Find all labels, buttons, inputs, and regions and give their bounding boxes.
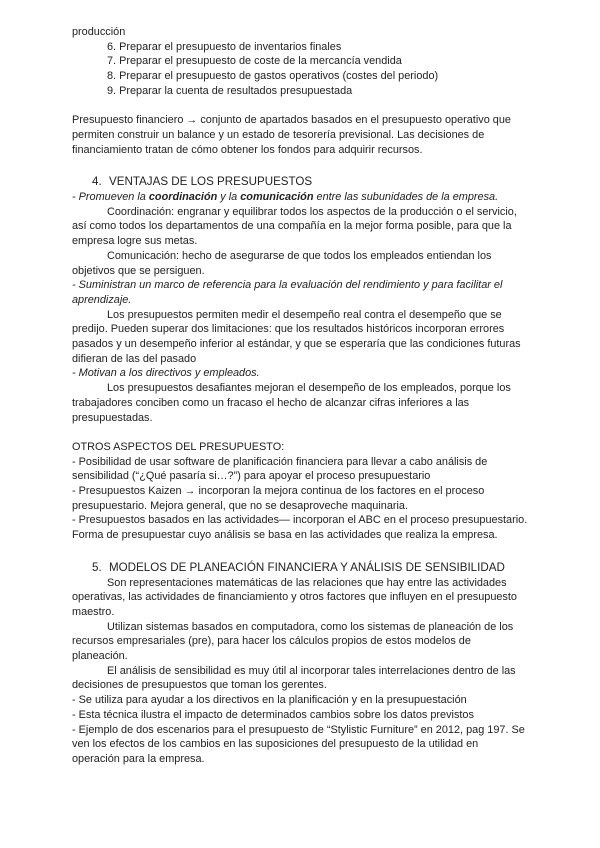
paragraph-performance: Los presupuestos permiten medir el desempeño real contra el desempeño que se predijo. Pueden superar dos limitaciones: que los resultados históricos incorporan errores pasados y un desempeño inferior al estándar, y que se esperaría que las condiciones futuras difieran de las del pasado [72, 308, 521, 365]
bullet-motivation: - Motivan a los directivos y empleados. [72, 367, 260, 380]
text-run: entre las subunidades de la empresa. [313, 191, 499, 203]
list-item: - Presupuestos basados en las actividades— incorporan el ABC en el proceso presupuestario. Forma de presupuestar cuyo análisis se basa en las actividades que realiza la empresa. [72, 514, 528, 542]
paragraph-coordination: Coordinación: engranar y equilibrar todos los aspectos de la producción o el servicio, así como todos los departamentos de una compañía en la mejor forma posible, para que la empresa logre sus metas. [72, 205, 517, 248]
spacer [72, 543, 528, 558]
list-item: - Esta técnica ilustra el impacto de determinados cambios sobre los datos previstos [72, 708, 474, 721]
paragraph-systems: Utilizan sistemas basados en computadora, como los sistemas de planeación de los recursos empresariales (pre), para hacer los cálculos propios de estos modelos de planeación. [72, 620, 514, 663]
text-line: producción [72, 26, 126, 38]
bold-term: comunicación [240, 191, 314, 203]
section-heading-5 [72, 560, 528, 576]
list-item: 7. Preparar el presupuesto de coste de la mercancía vendida [107, 55, 402, 68]
paragraph-sensitivity: El análisis de sensibilidad es muy útil al incorporar tales interrelaciones dentro de las decisiones de presupuestos que toman los gerentes. [72, 664, 516, 692]
text-run: y la [217, 191, 241, 203]
section-title: MODELOS DE PLANEACIÓN FINANCIERA Y ANÁLISIS DE SENSIBILIDAD [109, 560, 505, 574]
section-number: 4. [92, 175, 102, 188]
paragraph-models: Son representaciones matemáticas de las relaciones que hay entre las actividades operativas, las actividades de financiamiento y otros factores que influyen en el presupuesto maestro. [72, 576, 517, 618]
list-item: - Se utiliza para ayudar a los directivos en la planificación y en la presupuestación [72, 694, 467, 707]
spacer [72, 425, 528, 440]
list-item: 6. Preparar el presupuesto de inventarios finales [107, 40, 342, 53]
section-title: VENTAJAS DE LOS PRESUPUESTOS [109, 175, 313, 188]
paragraph-communication: Comunicación: hecho de asegurarse de que todos los empleados entiendan los objetivos que se persiguen. [72, 249, 492, 277]
bullet-framework: - Suministran un marco de referencia para la evaluación del rendimiento y para facilitar el aprendizaje. [72, 279, 503, 306]
bold-term: coordinación [148, 191, 218, 203]
list-item: - Ejemplo de dos escenarios para el presupuesto de “Stylistic Furniture” en 2012, pag 197. Se ven los efectos de los cambios en las suposiciones del presupuesto de la utilidad en operación para la empresa. [72, 723, 525, 765]
section-number: 5. [92, 560, 102, 574]
spacer [72, 157, 528, 172]
spacer [72, 99, 528, 114]
bullet-coordination [72, 190, 528, 205]
paragraph-financial-budget: Presupuesto financiero → conjunto de apartados basados en el presupuesto operativo que permiten construir un balance y un estado de tesorería previsional. Las decisiones de financiamiento tratan de cómo obtener los fondos para adquirir recursos. [72, 114, 511, 156]
document-page [72, 25, 528, 767]
list-item: 8. Preparar el presupuesto de gastos operativos (costes del periodo) [107, 70, 439, 83]
list-item: - Presupuestos Kaizen → incorporan la mejora continua de los factores en el proceso presupuestario. Mejora general, que no se desaproveche maquinaria. [72, 485, 485, 512]
otros-heading: OTROS ASPECTOS DEL PRESUPUESTO: [72, 440, 285, 453]
paragraph-motivation: Los presupuestos desafiantes mejoran el desempeño de los empleados, porque los trabajadores conciben como un fracaso el hecho de alcanzar cifras inferiores a las presupuestadas. [72, 382, 511, 424]
list-item: 9. Preparar la cuenta de resultados presupuestada [107, 84, 353, 97]
text-run: - Promueven la [72, 191, 149, 203]
section-heading-4 [72, 174, 528, 190]
list-item: - Posibilidad de usar software de planificación financiera para llevar a cabo análisis de sensibilidad (“¿Qué pasaría si…?”) para apoyar el proceso presupuestario [72, 455, 488, 483]
